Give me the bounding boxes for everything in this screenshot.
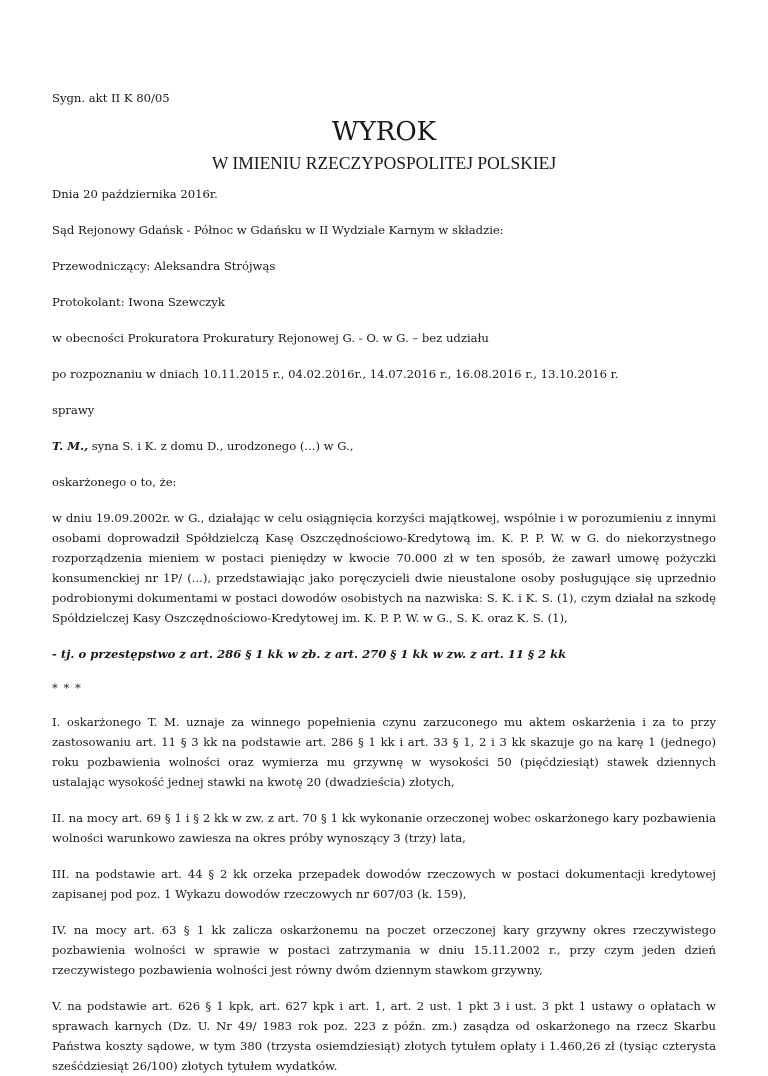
ruling-paragraph: III. na podstawie art. 44 § 2 kk orzeka przepadek dowodów rzeczowych w postaci dokumentacji kredytowej zapisanej pod poz. 1 Wykazu dowodów rzeczowych nr 607/03 (k. 159),: [52, 867, 716, 901]
defendant-details: syna S. i K. z domu D., urodzonego (...) w G.,: [88, 439, 354, 453]
defendant-name: T. M.,: [52, 439, 89, 453]
document-title: WYROK: [331, 117, 437, 147]
facts-paragraph: w dniu 19.09.2002r. w G., działając w celu osiągnięcia korzyści majątkowej, wspólnie i w porozumieniu z innymi osobami doprowadził Spółdzielczą Kasę Oszczędnościowo-Kredytową im. K. P. P. W. w G. do niekorzystnego rozporządzenia mieniem w postaci pieniędzy w kwocie 70.000 zł w ten sposób, że zawarł umowę pożyczki konsumenckiej nr 1P/ (...), przedstawiając jako poręczycieli dwie nieustalone osoby posługujące się uprzednio podrobionymi dokumentami w postaci dowodów osobistych na nazwiska: S. K. i K. S. (1), czym działał na szkodę Spółdzielczej Kasy Oszczędnościowo-Kredytowej im. K. P. P. W. w G., S. K. oraz K. S. (1),: [52, 511, 716, 625]
court-line: Sąd Rejonowy Gdańsk - Północ w Gdańsku w II Wydziale Karnym w składzie:: [52, 223, 504, 237]
accused-of-line: oskarżonego o to, że:: [52, 475, 177, 489]
section-separator: * * *: [52, 681, 82, 695]
chair-line: Przewodniczący: Aleksandra Strójwąs: [52, 259, 276, 273]
ruling-paragraph: II. na mocy art. 69 § 1 i § 2 kk w zw. z art. 70 § 1 kk wykonanie orzeczonej wobec oskarżonego kary pozbawienia wolności warunkowo zawiesza na okres próby wynoszący 3 (trzy) lata,: [52, 811, 716, 845]
case-signature: Sygn. akt II K 80/05: [52, 91, 170, 105]
prosecutor-line: w obecności Prokuratora Prokuratury Rejonowej G. - O. w G. – bez udziału: [52, 331, 489, 345]
clerk-line: Protokolant: Iwona Szewczyk: [52, 295, 225, 309]
ruling-paragraph: IV. na mocy art. 63 § 1 kk zalicza oskarżonemu na poczet orzeczonej kary grzywny okres rzeczywistego pozbawienia wolności w sprawie w postaci zatrzymania w dniu 15.11.2002 r., przy czym jeden dzień rzeczywistego pozbawienia wolności jest równy dwóm dziennym stawkom grzywny,: [52, 923, 716, 977]
ruling-paragraph: I. oskarżonego T. M. uznaje za winnego popełnienia czynu zarzuconego mu aktem oskarżenia i za to przy zastosowaniu art. 11 § 3 kk na podstawie art. 286 § 1 kk i art. 33 § 1, 2 i 3 kk skazuje go na karę 1 (jednego) roku pozbawienia wolności oraz wymierza mu grzywnę w wysokości 50 (pięćdziesiąt) stawek dziennych ustalając wysokość jednej stawki na kwotę 20 (dwadzieścia) złotych,: [52, 715, 716, 789]
date-line: Dnia 20 października 2016r.: [52, 187, 218, 201]
hearings-line: po rozpoznaniu w dniach 10.11.2015 r., 04.02.2016r., 14.07.2016 r., 16.08.2016 r., 13.10.2016 r.: [52, 367, 619, 381]
defendant-line: [52, 436, 716, 456]
ruling-paragraph: V. na podstawie art. 626 § 1 kpk, art. 627 kpk i art. 1, art. 2 ust. 1 pkt 3 i ust. 3 pkt 1 ustawy o opłatach w sprawach karnych (Dz. U. Nr 49/ 1983 rok poz. 223 z późn. zm.) zasądza od oskarżonego na rzecz Skarbu Państwa koszty sądowe, w tym 380 (trzysta osiemdziesiąt) złotych tytułem opłaty i 1.460,26 zł (tysiąc czterysta sześćdziesiąt 26/100) złotych tytułem wydatków.: [52, 999, 716, 1073]
case-word: sprawy: [52, 403, 95, 417]
charge-line: - tj. o przestępstwo z art. 286 § 1 kk w zb. z art. 270 § 1 kk w zw. z art. 11 § 2 kk: [52, 647, 567, 661]
document-subtitle: W IMIENIU RZECZYPOSPOLITEJ POLSKIEJ: [211, 153, 557, 173]
